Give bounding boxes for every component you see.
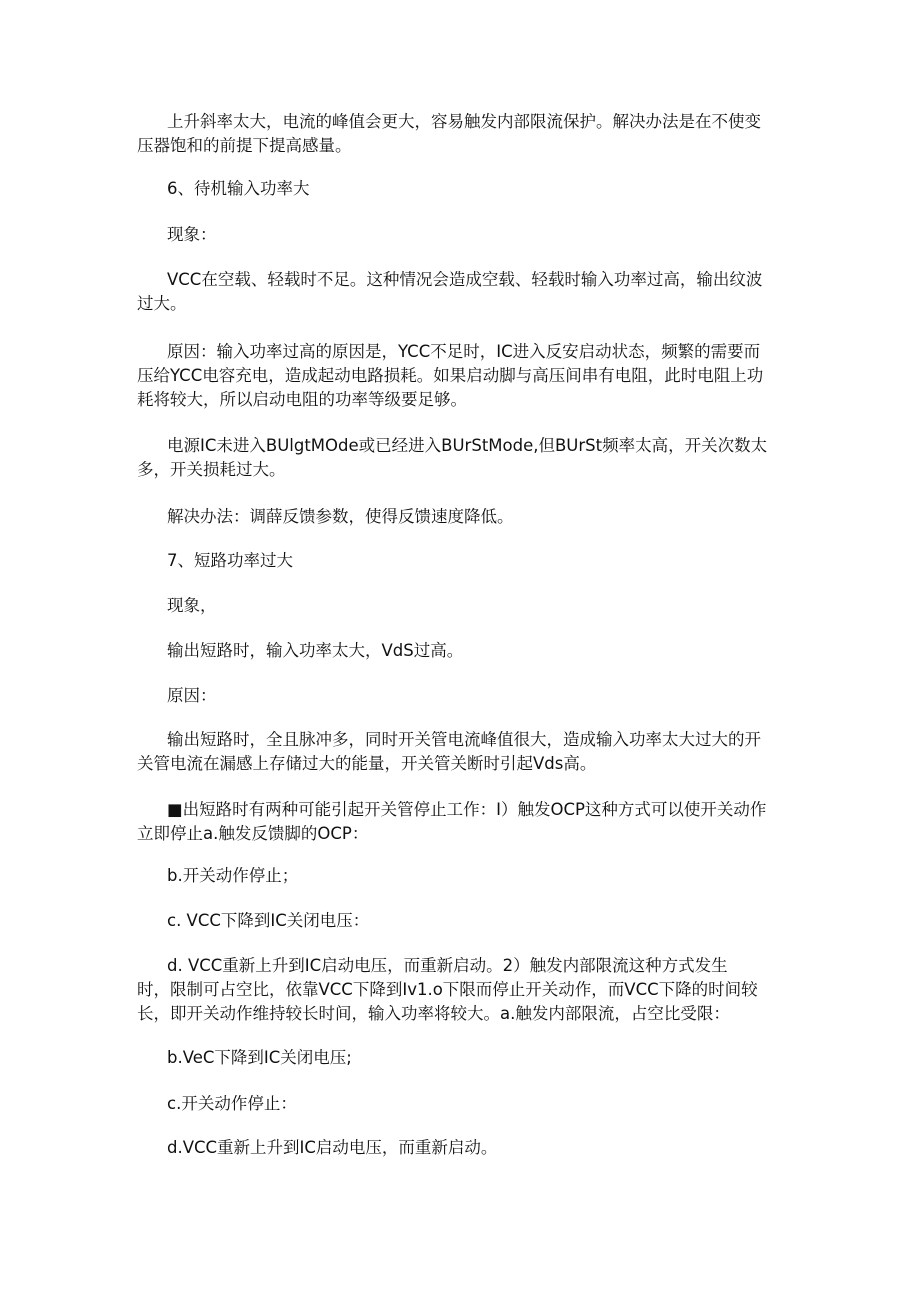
list-item-d [137,954,787,1026]
list-item-b [137,864,787,888]
text-line: VCC在空载、轻载时不足。这种情况会造成空载、轻载时输入功率过高，输出纹波 [167,270,763,289]
text-line: 现象： [167,225,217,244]
text-line: d. VCC重新上升到IC启动电压，而重新启动。2）触发内部限流这种方式发生 [167,956,728,975]
text-line: 现象， [167,596,217,615]
text-line: ■出短路时有两种可能引起开关管停止工作：I）触发OCP这种方式可以使开关动作 [167,800,767,819]
paragraph-stop-modes [137,798,787,846]
text-line: 输出短路时，输入功率太大，VdS过高。 [167,641,464,660]
text-line: 多，开关损耗过大。 [137,460,286,479]
text-line: 压给YCC电容充电，造成起动电路损耗。如果启动脚与高压间串有电阻，此时电阻上功 [137,366,764,385]
list-item-b-2 [137,1046,787,1070]
text-line: 原因：输入功率过高的原因是，YCC不足时，IC进入反安启动状态，频繁的需要而 [167,342,761,361]
text-line: 解决办法：调薛反馈参数，使得反馈速度降低。 [167,507,514,526]
text-line: c.开关动作停止： [167,1094,297,1113]
text-line: b.开关动作停止； [167,866,299,885]
paragraph-solution-feedback [137,505,787,529]
text-line: 压器饱和的前提下提高感量。 [137,136,352,155]
text-line: 过大。 [137,294,187,313]
paragraph-rise-slope [137,110,787,158]
paragraph-vcc-insufficient [137,268,787,316]
list-item-d-2 [137,1136,787,1160]
text-line: 原因： [167,686,217,705]
paragraph-short-output [137,639,787,663]
text-line: 长，即开关动作维持较长时间，输入功率将较大。a.触发内部限流，占空比受限： [137,1004,730,1023]
text-line: 时，限制可占空比，依靠VCC下降到Iv1.o下限而停止开关动作，而VCC下降的时间较 [137,980,758,999]
paragraph-cause-input-power [137,340,787,412]
section-heading-6 [137,177,787,201]
text-line: 耗将较大，所以启动电阻的功率等级要足够。 [137,390,467,409]
paragraph-phenomenon-label [137,223,787,247]
text-line: 上升斜率太大，电流的峰值会更大，容易触发内部限流保护。解决办法是在不使变 [167,112,761,131]
text-line: 立即停止a.触发反馈脚的OCP： [137,824,369,843]
text-line: 电源IC未进入BUlgtMOde或已经进入BUrStMode,但BUrSt频率太高，开关次数太 [167,436,768,455]
list-item-c [137,909,787,933]
paragraph-short-cause [137,728,787,776]
list-item-c-2 [137,1092,787,1116]
section-heading-7 [137,549,787,573]
text-line: d.VCC重新上升到IC启动电压，而重新启动。 [167,1138,498,1157]
paragraph-cause-label [137,684,787,708]
text-line: 关管电流在漏感上存储过大的能量，开关管关断时引起Vds高。 [137,754,597,773]
text-line: b.VeC下降到IC关闭电压; [167,1048,352,1067]
text-line: c. VCC下降到IC关闭电压： [167,911,370,930]
text-line: 输出短路时，全且脉冲多，同时开关管电流峰值很大，造成输入功率太大过大的开 [167,730,761,749]
paragraph-burst-mode [137,434,787,482]
paragraph-phenomenon-label-2 [137,594,787,618]
heading-text: 7、短路功率过大 [167,551,293,570]
heading-text: 6、待机输入功率大 [167,179,310,198]
